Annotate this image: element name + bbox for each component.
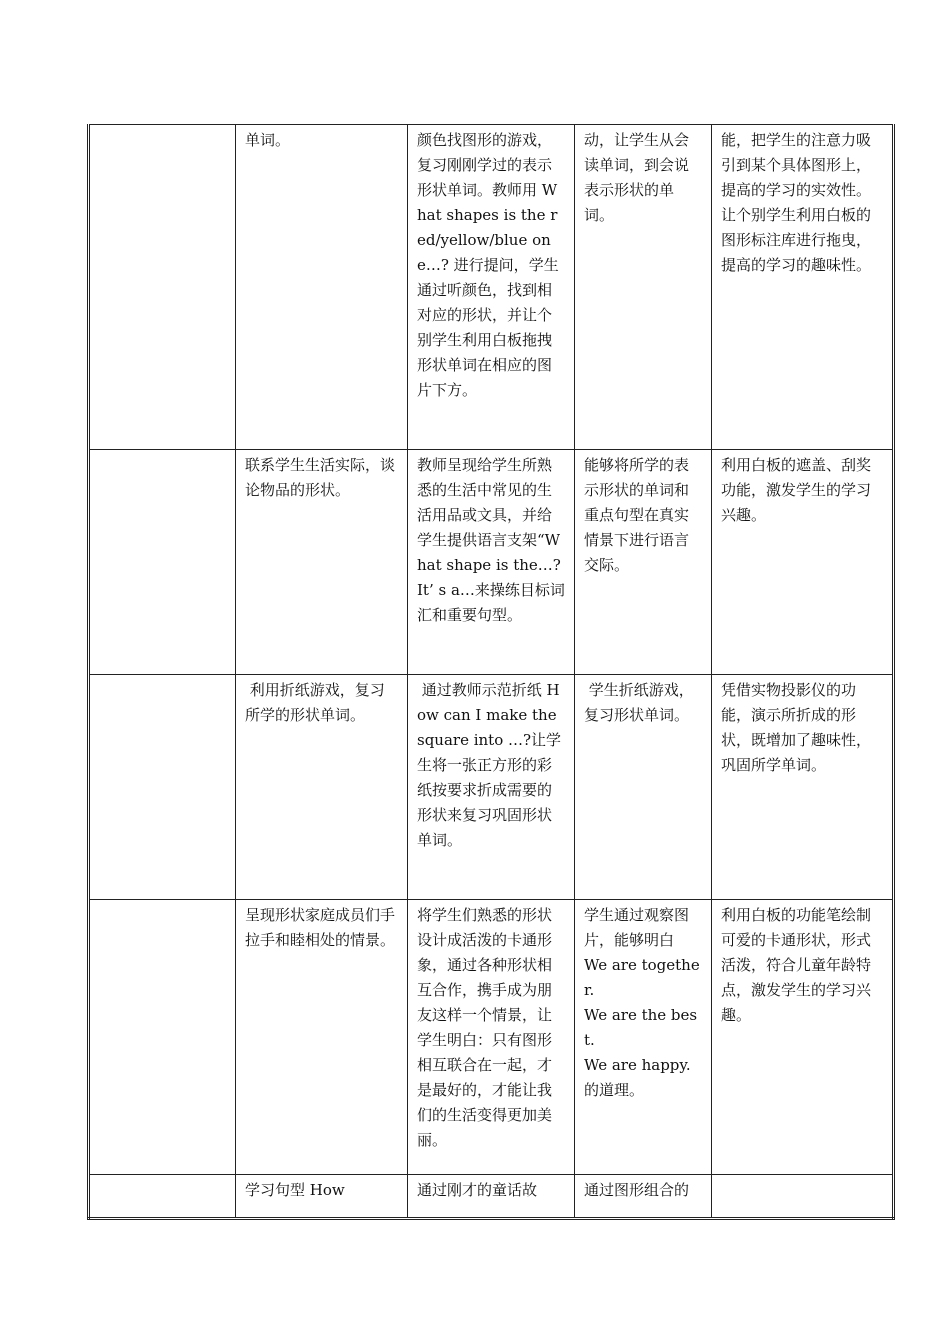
table-cell-stage [89,125,236,450]
table-row [89,1175,894,1219]
table-cell-teacher-activity: 通过刚才的童话故 [408,1175,575,1219]
lesson-plan-table [87,124,895,1220]
table-cell-stage [89,900,236,1175]
table-row [89,900,894,1175]
table-cell-design-intent: 能，把学生的注意力吸引到某个具体图形上，提高的学习的实效性。让个别学生利用白板的图形标注库进行拖曳，提高的学习的趣味性。 [712,125,894,450]
table-cell-content: 单词。 [236,125,408,450]
table-row [89,675,894,900]
table-cell-stage [89,675,236,900]
table-cell-stage [89,1175,236,1219]
table-cell-student-activity: 学生折纸游戏，复习形状单词。 [575,675,712,900]
table-cell-design-intent [712,1175,894,1219]
table-cell-teacher-activity: 教师呈现给学生所熟悉的生活中常见的生活用品或文具，并给学生提供语言支架“What shape is the…? It’ s a…来操练目标词汇和重要句型。 [408,450,575,675]
table-cell-content: 呈现形状家庭成员们手拉手和睦相处的情景。 [236,900,408,1175]
table-cell-content: 学习句型 How [236,1175,408,1219]
table-cell-teacher-activity: 通过教师示范折纸 How can I make the square into …?让学生将一张正方形的彩纸按要求折成需要的形状来复习巩固形状单词。 [408,675,575,900]
table-cell-design-intent: 利用白板的遮盖、刮奖功能，激发学生的学习兴趣。 [712,450,894,675]
table-cell-student-activity: 能够将所学的表示形状的单词和重点句型在真实情景下进行语言交际。 [575,450,712,675]
table-cell-student-activity: 学生通过观察图片，能够明白 We are together. We are the best. We are happy. 的道理。 [575,900,712,1175]
table-cell-content: 联系学生生活实际，谈论物品的形状。 [236,450,408,675]
table-row [89,450,894,675]
table-cell-teacher-activity: 将学生们熟悉的形状设计成活泼的卡通形象，通过各种形状相互合作，携手成为朋友这样一个情景，让学生明白：只有图形相互联合在一起，才是最好的，才能让我们的生活变得更加美丽。 [408,900,575,1175]
table-cell-stage [89,450,236,675]
table-cell-content: 利用折纸游戏，复习所学的形状单词。 [236,675,408,900]
table-cell-student-activity: 通过图形组合的 [575,1175,712,1219]
table-cell-design-intent: 凭借实物投影仪的功能，演示所折成的形状，既增加了趣味性，巩固所学单词。 [712,675,894,900]
table-row [89,125,894,450]
table-cell-design-intent: 利用白板的功能笔绘制可爱的卡通形状，形式活泼，符合儿童年龄特点，激发学生的学习兴趣。 [712,900,894,1175]
table-cell-teacher-activity: 颜色找图形的游戏，复习刚刚学过的表示形状单词。教师用 What shapes is the red/yellow/blue one…? 进行提问，学生通过听颜色，找到相对应的形状，并让个别学生利用白板拖拽形状单词在相应的图片下方。 [408,125,575,450]
table-cell-student-activity: 动，让学生从会读单词，到会说表示形状的单词。 [575,125,712,450]
